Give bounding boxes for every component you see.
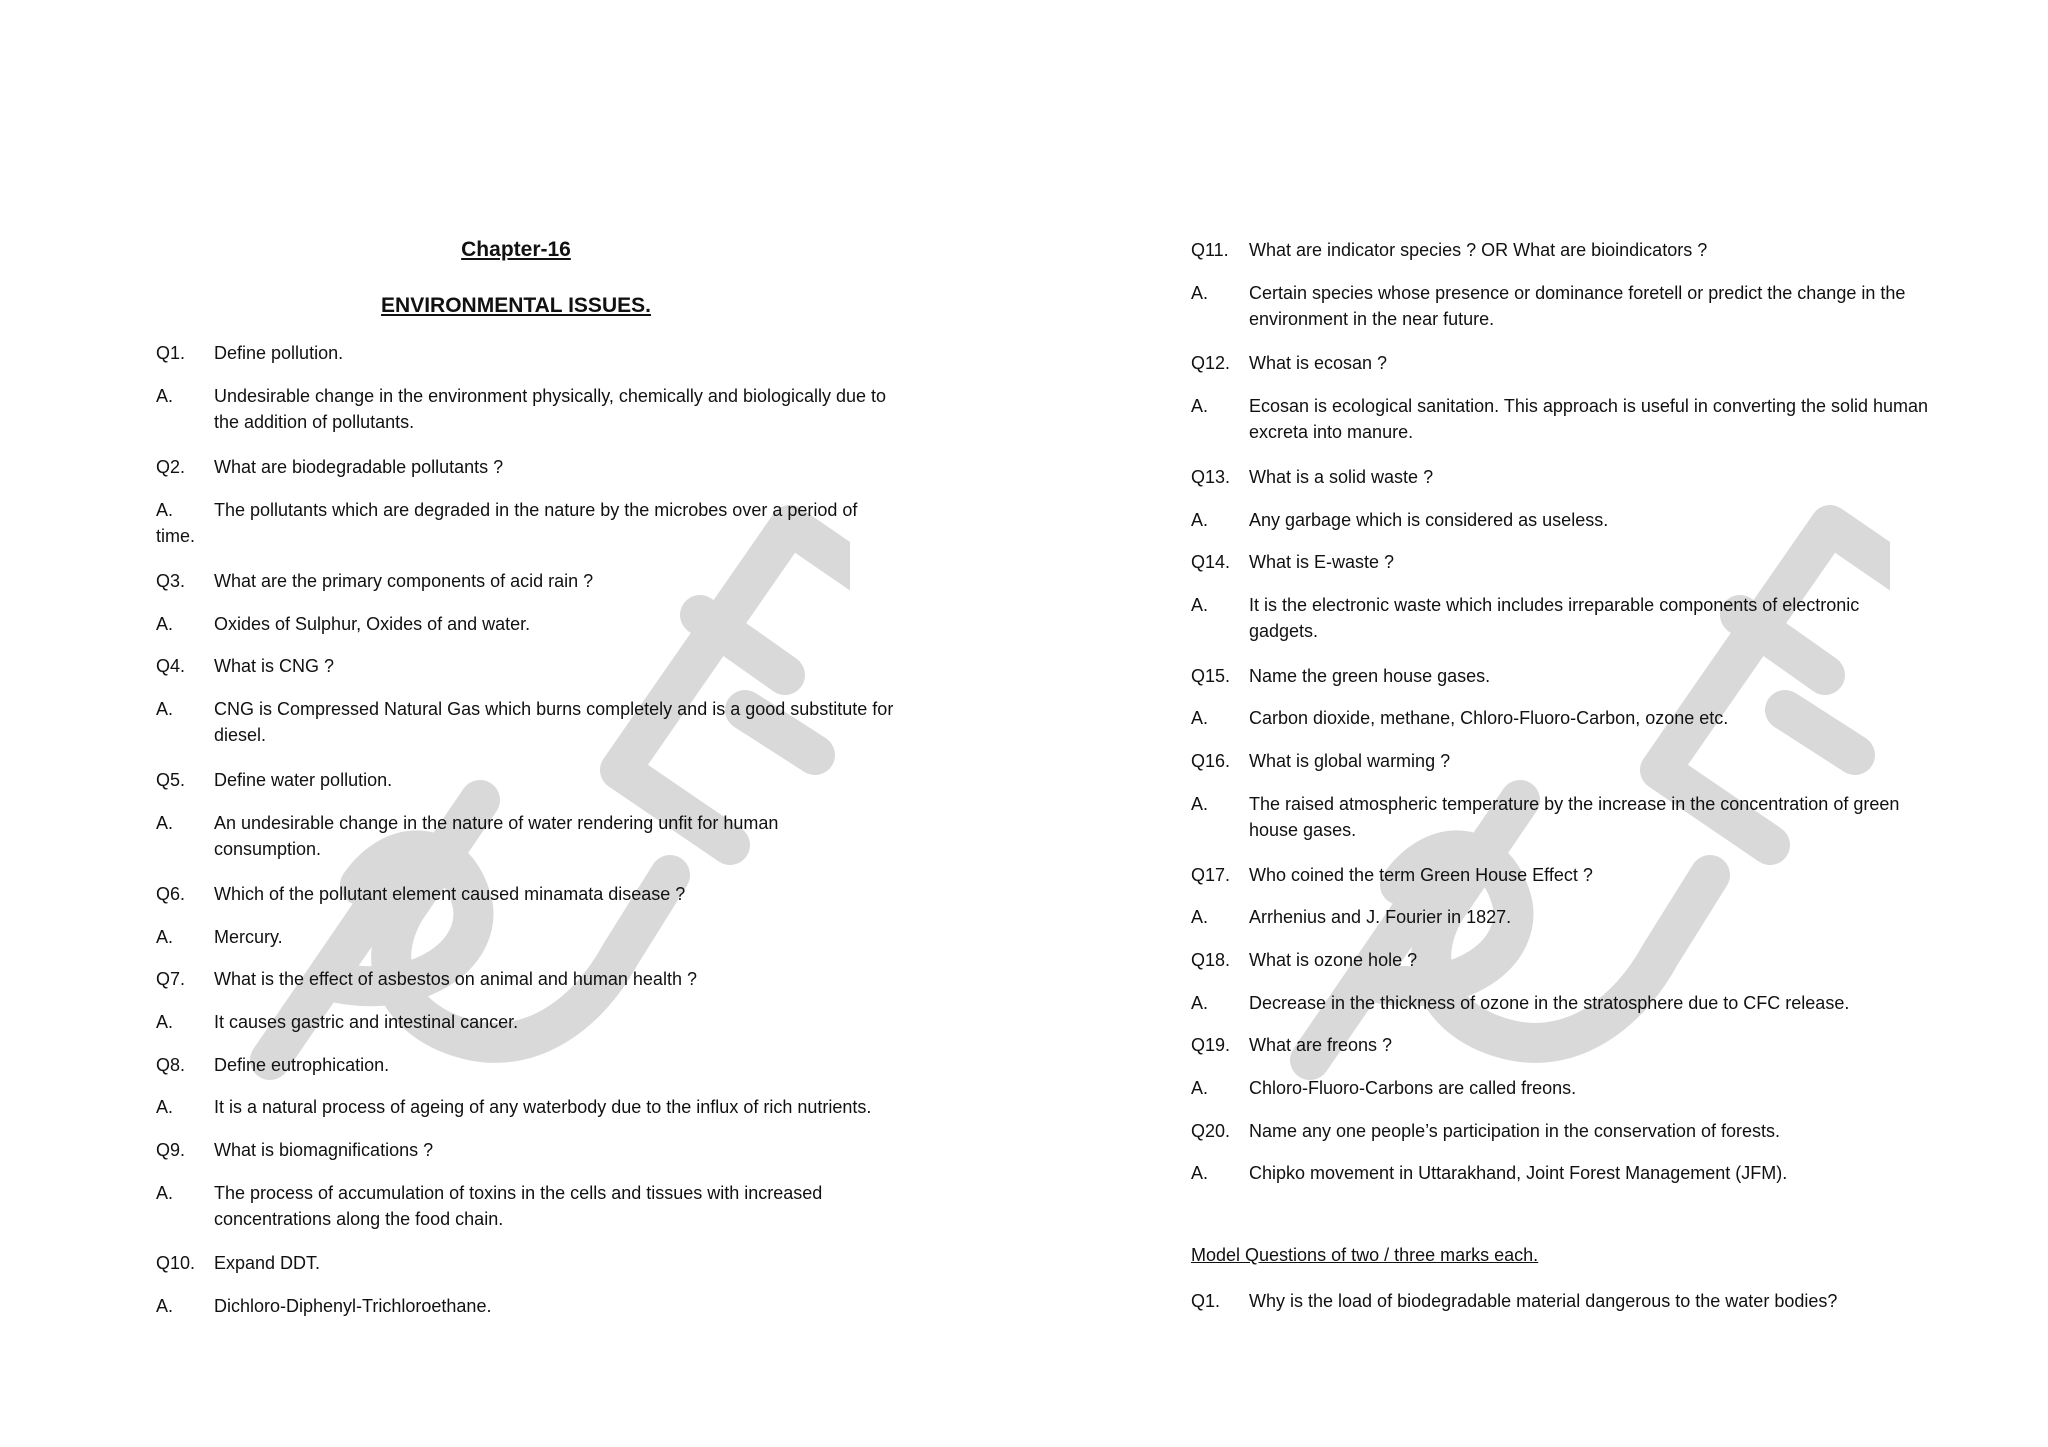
chapter-heading: ENVIRONMENTAL ISSUES. — [381, 294, 651, 317]
model-questions-heading: Model Questions of two / three marks each. — [1191, 1245, 1539, 1265]
chapter-title: Chapter-16 — [461, 238, 571, 261]
